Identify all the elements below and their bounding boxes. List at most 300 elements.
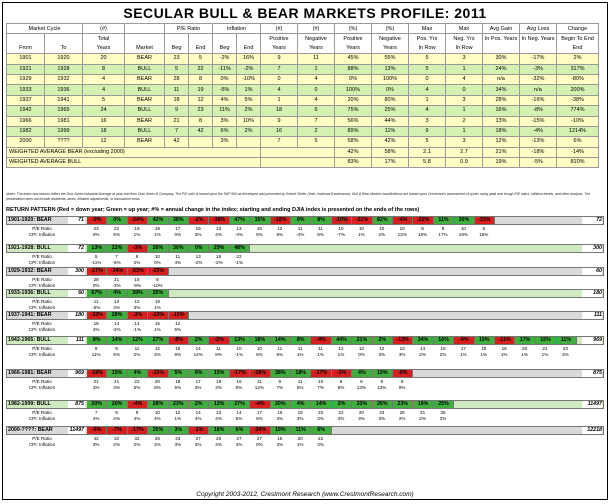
summary-cell: 5	[189, 54, 213, 64]
cycle-return-row	[6, 426, 604, 435]
annual-return-cell: 0%	[291, 217, 311, 224]
summary-cell: -17%	[520, 54, 557, 64]
summary-cell: 20	[83, 54, 125, 64]
cpi-inflation-value: -1%	[132, 327, 142, 332]
summary-cell: Total	[83, 34, 125, 44]
pe-ratio-value: 21	[93, 379, 99, 384]
summary-cell: 16%	[483, 106, 520, 116]
cpi-inflation-value: 6%	[113, 232, 120, 237]
summary-cell: 5	[83, 95, 125, 105]
pe-ratio-value: 10	[236, 346, 242, 351]
summary-cell: 80%	[372, 95, 409, 105]
summary-header-row	[7, 44, 599, 54]
cpi-inflation-value: 4%	[215, 416, 222, 421]
cpi-inflation-value: 3%	[439, 416, 447, 421]
pe-ratio-label: P/E Ratio	[26, 436, 58, 442]
summary-row	[7, 95, 599, 105]
summary-cell: 13%	[372, 64, 409, 74]
summary-cell: 55%	[372, 54, 409, 64]
cpi-inflation-label: CPI: Inflation	[26, 352, 58, 358]
summary-cell: 7	[261, 64, 298, 74]
summary-cell: 1932	[45, 74, 83, 84]
pe-ratio-value: 13	[114, 299, 120, 304]
summary-cell: -15%	[520, 116, 557, 126]
pe-ratio-value: 5	[482, 226, 486, 231]
summary-cell: 1901	[7, 54, 45, 64]
pe-ratio-value: 20	[297, 436, 303, 441]
cpi-inflation-value: 1%	[460, 352, 467, 357]
summary-cell: Positive	[335, 34, 372, 44]
summary-row	[7, 106, 599, 116]
cpi-inflation-value: 5%	[235, 416, 243, 421]
summary-cell: -3%	[520, 64, 557, 74]
summary-cell: 30%	[483, 54, 520, 64]
annual-return-cell: 18%	[250, 337, 270, 344]
cpi-inflation-value: -2%	[194, 260, 203, 265]
pe-ratio-value: 13	[358, 346, 364, 351]
pe-ratio-value: 16	[175, 346, 181, 351]
summary-cell: 1921	[7, 64, 45, 74]
annual-return-cell: 38%	[169, 217, 189, 224]
annual-return-cell: 18%	[291, 370, 311, 377]
pe-ratio-value: 10	[338, 226, 344, 231]
summary-cell: 1	[446, 126, 483, 136]
cycle-return-row	[6, 369, 604, 378]
summary-cell: Begin To End	[557, 34, 599, 44]
summary-cell: 12	[189, 95, 213, 105]
summary-cell: 89%	[335, 126, 372, 136]
annual-return-cell: -31%	[352, 217, 372, 224]
annual-return-cell: 28%	[107, 312, 127, 319]
pe-ratio-value: 11	[297, 346, 303, 351]
annual-return-cell: -9%	[393, 370, 413, 377]
cpi-inflation-value: 2%	[154, 352, 161, 357]
summary-cell: BEAR	[125, 95, 165, 105]
annual-return-cell: -10%	[332, 217, 352, 224]
annual-return-cell: -13%	[148, 312, 168, 319]
annual-return-cell: -6%	[87, 427, 107, 434]
summary-cell: BEAR	[125, 137, 165, 147]
cycle-start-index: 969	[68, 370, 85, 377]
summary-cell: 1	[446, 106, 483, 116]
cpi-inflation-value: 2%	[398, 416, 406, 421]
cpi-inflation-value: 9%	[398, 385, 406, 390]
summary-row	[7, 137, 599, 147]
summary-cell: Years	[298, 44, 335, 54]
annual-return-cell: 11%	[291, 427, 311, 434]
summary-cell: 42%	[335, 147, 372, 157]
pe-ratio-value: 18	[175, 379, 181, 384]
summary-cell: 0	[261, 74, 298, 84]
summary-cell: -10%	[557, 116, 599, 126]
summary-cell: BEAR	[125, 116, 165, 126]
cpi-inflation-value: 12%	[254, 385, 264, 390]
cpi-inflation-value: -2%	[112, 327, 121, 332]
annual-return-cell: 16%	[413, 401, 433, 408]
pe-ratio-value: 24	[379, 410, 385, 415]
summary-cell: 2%	[237, 126, 261, 136]
cycle-end-index: 11497	[582, 401, 602, 408]
cpi-inflation-value: 4%	[154, 416, 161, 421]
annual-return-cell: 17%	[515, 337, 535, 344]
pe-ratio-value: 27	[236, 436, 242, 441]
pe-ratio-value: 15	[256, 226, 262, 231]
summary-cell: From	[7, 44, 45, 54]
summary-cell: 4%	[213, 95, 237, 105]
pe-ratio-value: 7	[94, 410, 98, 415]
pe-ratio-value: 22	[134, 379, 140, 384]
annual-return-cell: 34%	[413, 337, 433, 344]
cpi-inflation-value: 9%	[235, 385, 243, 390]
cycle-end-index: 300	[582, 245, 602, 252]
annual-return-cell: 19%	[271, 427, 291, 434]
summary-cell: n/a	[483, 74, 520, 84]
cpi-inflation-value: 8%	[276, 232, 284, 237]
pe-ratio-value: 11	[134, 346, 140, 351]
annual-return-cell: 30%	[169, 245, 189, 252]
pe-ratio-value: 23	[93, 226, 99, 231]
annual-return-cell: 15%	[209, 370, 229, 377]
cpi-inflation-value: -4%	[296, 232, 305, 237]
annual-return-cell: -24%	[128, 217, 148, 224]
summary-cell: 1920	[45, 54, 83, 64]
cpi-inflation-value: 14%	[193, 352, 203, 357]
summary-cell: 810%	[557, 158, 599, 168]
pe-ratio-value: 9	[135, 410, 139, 415]
summary-cell: -14%	[557, 147, 599, 157]
annual-return-cell: -4%	[128, 401, 148, 408]
summary-cell: 4	[446, 74, 483, 84]
annual-return-cell: 14%	[271, 337, 291, 344]
pe-ratio-value: 26	[216, 436, 222, 441]
cpi-inflation-value: 1%	[317, 352, 324, 357]
cpi-inflation-value: 1%	[154, 327, 161, 332]
cycle-name: 1982-1999: BULL	[8, 401, 51, 407]
summary-cell: 45%	[335, 54, 372, 64]
summary-cell: 16	[83, 116, 125, 126]
pe-ratio-value: 8	[135, 254, 139, 259]
cpi-inflation-value: 13%	[397, 232, 407, 237]
pe-ratio-value: 12	[277, 226, 283, 231]
pe-ratio-value: 5	[94, 254, 98, 259]
cpi-inflation-value: 2%	[439, 352, 447, 357]
cpi-inflation-value: 1%	[358, 232, 365, 237]
annual-return-cell: -17%	[311, 370, 331, 377]
summary-cell: Beg	[213, 44, 237, 54]
pe-ratio-value: 11	[93, 299, 99, 304]
annual-return-cell: -3%	[128, 312, 148, 319]
cpi-inflation-value: 3%	[92, 442, 100, 447]
summary-cell	[165, 34, 189, 44]
annual-return-cell: 20%	[271, 401, 291, 408]
cycle-start-index: 72	[68, 245, 85, 252]
cpi-inflation-value: 18%	[417, 232, 428, 237]
cpi-inflation-value: 3%	[317, 442, 324, 447]
annual-return-cell: 30%	[454, 217, 474, 224]
cycle-name: 1942-1965: BULL	[8, 337, 51, 343]
cpi-inflation-value: 3%	[296, 416, 304, 421]
summary-cell: 1	[261, 95, 298, 105]
cycle-end-index: 969	[582, 337, 602, 344]
cpi-inflation-value: 1%	[541, 352, 549, 357]
annual-return-cell: 27%	[230, 401, 250, 408]
summary-cell	[261, 158, 335, 168]
summary-cell: 58%	[335, 137, 372, 147]
annual-return-cell: -33%	[475, 217, 495, 224]
summary-cell: In Pos. Years	[483, 34, 520, 44]
pe-ratio-value: 31	[420, 410, 426, 415]
cpi-inflation-value: 3%	[276, 416, 284, 421]
cpi-inflation-value: 0%	[358, 352, 365, 357]
summary-cell: 1965	[45, 106, 83, 116]
pe-ratio-value: 36	[440, 410, 446, 415]
summary-cell: -5%	[213, 85, 237, 95]
annual-return-cell: 27%	[148, 337, 168, 344]
summary-cell: 5	[409, 64, 446, 74]
annual-return-cell: -4%	[311, 337, 331, 344]
summary-cell: Years	[261, 44, 298, 54]
cpi-inflation-value: 3%	[194, 442, 202, 447]
pe-ratio-value: 14	[236, 410, 242, 415]
cpi-inflation-label: CPI: Inflation	[26, 416, 58, 422]
cpi-inflation-value: 3%	[113, 305, 120, 310]
summary-cell: 0	[409, 74, 446, 84]
cpi-inflation-value: 0%	[256, 442, 263, 447]
pe-ratio-value: 17	[195, 379, 201, 384]
pe-ratio-value: 11	[216, 346, 221, 351]
cpi-inflation-value: -1%	[234, 260, 244, 265]
cpi-inflation-value: 4%	[133, 416, 141, 421]
pe-ratio-value: 19	[154, 299, 160, 304]
cpi-inflation-value: -2%	[214, 260, 223, 265]
pe-ratio-value: 9	[278, 379, 282, 384]
annual-return-cell: -4%	[250, 401, 270, 408]
summary-cell: Neg. Yrs	[446, 34, 483, 44]
summary-cell: End	[557, 44, 599, 54]
pe-ratio-value: 16	[501, 346, 507, 351]
summary-cell: 0%	[213, 74, 237, 84]
pe-ratio-value: 18	[93, 321, 99, 326]
cycle-start-index: 71	[68, 217, 85, 224]
summary-cell: -80%	[557, 74, 599, 84]
pe-ratio-value: 16	[216, 254, 222, 259]
annual-return-cell: 28%	[148, 401, 168, 408]
pe-ratio-value: 19	[195, 226, 201, 231]
pe-ratio-value: 12	[154, 346, 160, 351]
pe-ratio-value: 10	[358, 226, 364, 231]
summary-cell: 2000	[7, 137, 45, 147]
pe-ratio-value: 14	[114, 321, 120, 326]
notes-text: Notes: The index and returns reflect the Dow Jones Industrial Average at year-end from Dow Jones & Company. The P/E ratio is based upon the S&P 500 as developed and presented by Robert Shiller (Yale; Irrational Exuberance). Bull & Bear Market classifications are based upon Crestmont's assessment of cycles using peak and trough P/E ratios, inflation trends, and other analysis. The presentation does not include dividends, taxes, inflation adjustments, or transaction costs.	[6, 192, 591, 201]
pe-ratio-label: P/E Ratio	[26, 277, 58, 283]
summary-cell: Avg Gain	[483, 24, 520, 34]
cpi-inflation-value: 3%	[215, 385, 222, 390]
pe-ratio-value: 8	[441, 226, 445, 231]
summary-cell: 17%	[372, 158, 409, 168]
annual-return-cell: 48%	[230, 245, 250, 252]
cycle-name: 2000-????: BEAR	[8, 427, 53, 433]
summary-cell	[7, 34, 45, 44]
summary-cell: Max	[409, 24, 446, 34]
annual-return-cell: 39%	[128, 290, 148, 297]
summary-cell: 11%	[213, 106, 237, 116]
summary-cell: 3	[446, 54, 483, 64]
pe-ratio-label: P/E Ratio	[26, 321, 58, 327]
annual-return-cell: -15%	[148, 370, 168, 377]
pe-ratio-value: 16	[236, 379, 242, 384]
summary-cell	[213, 34, 237, 44]
cpi-inflation-value: 2%	[154, 442, 161, 447]
pe-ratio-value: 13	[216, 410, 222, 415]
cpi-inflation-value: 5%	[133, 385, 141, 390]
summary-cell: 8	[189, 74, 213, 84]
cpi-inflation-label: CPI: Inflation	[26, 327, 58, 333]
cpi-inflation-value: 3%	[215, 442, 222, 447]
cpi-inflation-value: 17%	[438, 232, 448, 237]
summary-cell: Max	[446, 24, 483, 34]
summary-cell: 19%	[483, 158, 520, 168]
cpi-inflation-value: 2%	[133, 352, 141, 357]
annual-return-cell: 14%	[107, 337, 127, 344]
summary-cell: 1	[446, 64, 483, 74]
pe-ratio-value: 9	[115, 410, 118, 415]
summary-cell: 9	[165, 106, 189, 116]
cycle-start-index: 11497	[69, 427, 84, 433]
summary-cell: 42%	[372, 137, 409, 147]
summary-cell: 18	[165, 95, 189, 105]
cpi-inflation-value: 9%	[337, 385, 345, 390]
cpi-inflation-value: 6%	[276, 352, 284, 357]
summary-cell: 1933	[7, 85, 45, 95]
annual-return-cell: 14%	[311, 401, 331, 408]
summary-cell: Pos. Yrs	[409, 34, 446, 44]
annual-return-cell: 4%	[291, 401, 311, 408]
pe-ratio-value: 22	[318, 436, 324, 441]
summary-cell: 1	[298, 64, 335, 74]
annual-return-cell: -7%	[107, 427, 127, 434]
summary-cell	[125, 24, 165, 34]
summary-cell	[483, 44, 520, 54]
summary-cell: 1936	[45, 85, 83, 95]
summary-cell: Years	[83, 44, 125, 54]
annual-return-cell: 2%	[189, 337, 209, 344]
cpi-inflation-value: 0%	[174, 232, 182, 237]
summary-cell: 1966	[7, 116, 45, 126]
summary-cell: 8	[83, 64, 125, 74]
cpi-inflation-value: -4%	[234, 232, 244, 237]
cpi-inflation-value: 4%	[235, 442, 243, 447]
cycle-name: 1937-1941: BEAR	[8, 312, 52, 318]
summary-cell: -18%	[520, 147, 557, 157]
annual-return-cell: 29%	[209, 245, 229, 252]
pe-ratio-value: 32	[134, 436, 140, 441]
annual-return-cell: -2%	[209, 337, 229, 344]
annual-return-cell: 12%	[128, 337, 148, 344]
cpi-inflation-value: 3%	[194, 385, 202, 390]
annual-return-cell: 6%	[311, 427, 331, 434]
pe-ratio-label: P/E Ratio	[26, 226, 58, 232]
annual-return-cell: -19%	[87, 370, 107, 377]
summary-cell: P/E Ratio	[165, 24, 213, 34]
pe-ratio-value: 14	[195, 410, 201, 415]
cpi-inflation-value: -9%	[132, 283, 142, 288]
cpi-inflation-value: 6%	[256, 416, 263, 421]
annual-return-cell: -38%	[209, 217, 229, 224]
cpi-inflation-value: 0%	[92, 232, 100, 237]
summary-cell: (#)	[83, 24, 125, 34]
summary-cell: Market Cycle	[7, 24, 83, 34]
cpi-inflation-value: 1%	[174, 416, 182, 421]
annual-return-cell: 23%	[169, 401, 189, 408]
weighted-average-row	[7, 158, 599, 168]
summary-cell: BULL	[125, 85, 165, 95]
annual-return-cell: 22%	[107, 245, 127, 252]
summary-cell: 5	[165, 64, 189, 74]
summary-cell: 22	[189, 64, 213, 74]
annual-return-cell: 16%	[209, 427, 229, 434]
cycle-return-row	[6, 216, 604, 225]
summary-cell: BEAR	[125, 54, 165, 64]
pe-ratio-value: 23	[175, 436, 181, 441]
cycle-end-index: 180	[582, 290, 602, 297]
cpi-inflation-value: 3%	[133, 305, 141, 310]
pe-ratio-value: 27	[256, 436, 262, 441]
annual-return-cell: 12%	[209, 401, 229, 408]
cpi-inflation-value: 4%	[92, 416, 100, 421]
summary-cell: 1	[409, 95, 446, 105]
pe-ratio-value: 12	[175, 410, 181, 415]
pe-ratio-value: 12	[134, 299, 140, 304]
pe-ratio-value: 12	[175, 321, 181, 326]
annual-return-cell: 4%	[107, 290, 127, 297]
pe-ratio-value: 17	[460, 346, 466, 351]
pe-ratio-value: 8	[156, 277, 159, 282]
weighted-average-row	[7, 147, 599, 157]
cpi-inflation-value: 0%	[92, 283, 100, 288]
cpi-inflation-value: 1%	[296, 352, 304, 357]
summary-cell: In Neg. Years	[520, 34, 557, 44]
pe-ratio-value: 13	[399, 346, 405, 351]
summary-cell: 4	[298, 74, 335, 84]
summary-cell: 7	[165, 126, 189, 136]
cpi-inflation-value: 0%	[154, 260, 161, 265]
pe-ratio-value: 10	[154, 410, 160, 415]
summary-cell: -11%	[213, 64, 237, 74]
summary-cell: 19	[189, 85, 213, 95]
pe-ratio-value: 9	[380, 379, 384, 384]
cpi-inflation-value: 3%	[337, 416, 345, 421]
cpi-inflation-value: 2%	[419, 416, 426, 421]
summary-cell: 317%	[557, 64, 599, 74]
annual-return-cell: 6%	[189, 370, 209, 377]
cpi-inflation-label: CPI: Inflation	[26, 283, 58, 289]
summary-cell: 3	[446, 137, 483, 147]
pe-ratio-label: P/E Ratio	[26, 346, 58, 352]
cpi-inflation-value: 5%	[174, 327, 182, 332]
cpi-inflation-value: 4%	[113, 416, 120, 421]
cpi-inflation-value: -5%	[92, 305, 101, 310]
summary-cell: 2.7	[446, 147, 483, 157]
summary-cell: 1%	[237, 85, 261, 95]
summary-cell: 1214%	[557, 126, 599, 136]
summary-cell: 774%	[557, 106, 599, 116]
pe-ratio-value: 15	[277, 436, 283, 441]
summary-cell: 11	[298, 54, 335, 64]
cpi-inflation-value: 3%	[276, 442, 284, 447]
summary-cell: -32%	[520, 74, 557, 84]
summary-cell: 3	[409, 116, 446, 126]
annual-return-cell: 15%	[250, 217, 270, 224]
